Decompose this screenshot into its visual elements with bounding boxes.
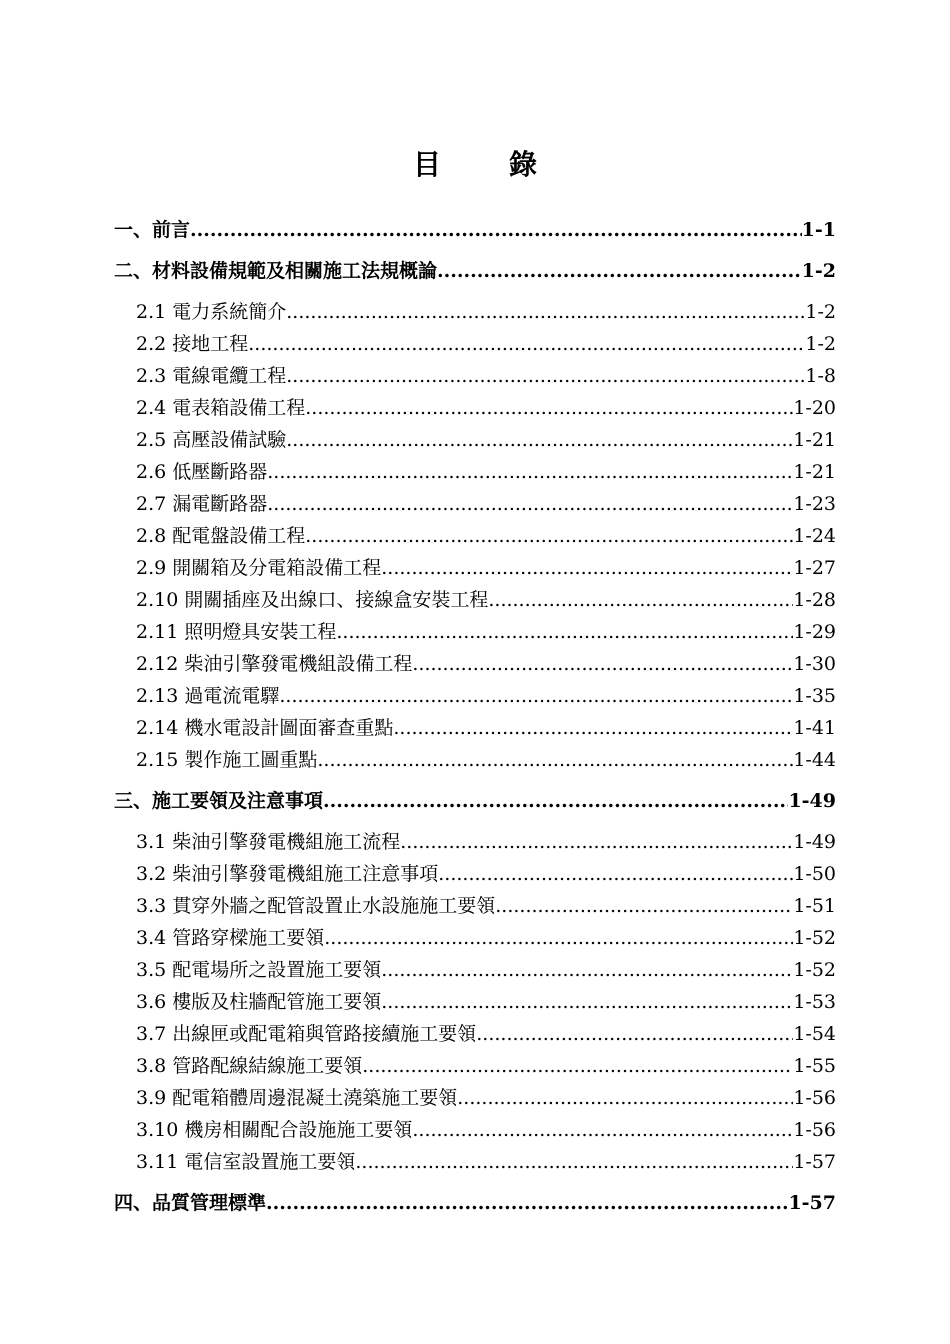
toc-entry-page-number: 1-44 bbox=[793, 749, 836, 771]
toc-dot-leader bbox=[495, 890, 793, 922]
toc-entry-label: 二、材料設備規範及相關施工法規概論 bbox=[114, 260, 438, 282]
toc-entry-label: 3.6 樓版及柱牆配管施工要領 bbox=[136, 991, 382, 1013]
toc-section-entry[interactable] bbox=[114, 712, 836, 744]
toc-section-entry[interactable] bbox=[114, 922, 836, 954]
toc-entry-page-number: 1-49 bbox=[788, 790, 836, 812]
toc-entry-label: 3.11 電信室設置施工要領 bbox=[136, 1151, 356, 1173]
toc-entry-label: 2.13 過電流電驛 bbox=[136, 685, 280, 707]
toc-section-entry[interactable] bbox=[114, 858, 836, 890]
toc-section-entry[interactable] bbox=[114, 1082, 836, 1114]
toc-entry-label: 3.9 配電箱體周邊混凝土澆築施工要領 bbox=[136, 1087, 458, 1109]
toc-entry-label: 2.5 高壓設備試驗 bbox=[136, 429, 287, 451]
toc-dot-leader bbox=[248, 328, 805, 360]
toc-entry-page-number: 1-51 bbox=[793, 895, 836, 917]
toc-dot-leader bbox=[305, 520, 793, 552]
toc-entry-page-number: 1-52 bbox=[793, 927, 836, 949]
toc-entry-label: 四、品質管理標準 bbox=[114, 1192, 267, 1214]
toc-entry-page-number: 1-2 bbox=[801, 260, 836, 282]
toc-dot-leader bbox=[267, 488, 793, 520]
toc-section-entry[interactable] bbox=[114, 616, 836, 648]
toc-entry-label: 2.6 低壓斷路器 bbox=[136, 461, 268, 483]
toc-entry-page-number: 1-23 bbox=[793, 493, 836, 515]
toc-entry-label: 一、前言 bbox=[114, 219, 191, 241]
toc-dot-leader bbox=[488, 584, 793, 616]
toc-entry-page-number: 1-27 bbox=[793, 557, 836, 579]
toc-dot-leader bbox=[317, 744, 793, 776]
toc-chapter-entry[interactable] bbox=[114, 214, 836, 246]
toc-dot-leader bbox=[336, 616, 793, 648]
toc-entry-page-number: 1-35 bbox=[793, 685, 836, 707]
toc-section-entry[interactable] bbox=[114, 954, 836, 986]
toc-dot-leader bbox=[381, 986, 793, 1018]
toc-entry-label: 3.7 出線匣或配電箱與管路接續施工要領 bbox=[136, 1023, 477, 1045]
toc-dot-leader bbox=[286, 424, 793, 456]
toc-dot-leader bbox=[362, 1050, 793, 1082]
toc-entry-label: 三、施工要領及注意事項 bbox=[114, 790, 324, 812]
toc-dot-leader bbox=[286, 296, 805, 328]
toc-dot-leader bbox=[279, 680, 793, 712]
toc-entry-label: 2.8 配電盤設備工程 bbox=[136, 525, 306, 547]
toc-dot-leader bbox=[305, 392, 793, 424]
toc-dot-leader bbox=[476, 1018, 793, 1050]
toc-section-entry[interactable] bbox=[114, 360, 836, 392]
toc-entry-page-number: 1-2 bbox=[805, 333, 836, 355]
toc-entry-label: 2.14 機水電設計圖面審查重點 bbox=[136, 717, 394, 739]
toc-entry-page-number: 1-50 bbox=[793, 863, 836, 885]
page-title-char-1: 目 bbox=[412, 148, 441, 181]
toc-entry-page-number: 1-57 bbox=[788, 1192, 836, 1214]
toc-section-entry[interactable] bbox=[114, 552, 836, 584]
toc-section-entry[interactable] bbox=[114, 456, 836, 488]
toc-chapter-entry[interactable] bbox=[114, 255, 836, 287]
toc-entry-label: 2.4 電表箱設備工程 bbox=[136, 397, 306, 419]
toc-entry-page-number: 1-21 bbox=[793, 429, 836, 451]
toc-section-entry[interactable] bbox=[114, 488, 836, 520]
toc-entry-page-number: 1-53 bbox=[793, 991, 836, 1013]
toc-entry-label: 3.3 貫穿外牆之配管設置止水設施施工要領 bbox=[136, 895, 496, 917]
toc-entry-label: 3.2 柴油引擎發電機組施工注意事項 bbox=[136, 863, 439, 885]
toc-entry-page-number: 1-20 bbox=[793, 397, 836, 419]
toc-section-entry[interactable] bbox=[114, 648, 836, 680]
toc-section-entry[interactable] bbox=[114, 890, 836, 922]
toc-entry-page-number: 1-30 bbox=[793, 653, 836, 675]
toc-section-entry[interactable] bbox=[114, 296, 836, 328]
toc-section-entry[interactable] bbox=[114, 328, 836, 360]
toc-dot-leader bbox=[381, 552, 793, 584]
toc-section-entry[interactable] bbox=[114, 1114, 836, 1146]
toc-dot-leader bbox=[412, 648, 793, 680]
toc-entry-label: 2.15 製作施工圖重點 bbox=[136, 749, 318, 771]
toc-entry-page-number: 1-1 bbox=[801, 219, 836, 241]
toc-entry-label: 2.12 柴油引擎發電機組設備工程 bbox=[136, 653, 413, 675]
toc-section-entry[interactable] bbox=[114, 744, 836, 776]
toc-section-entry[interactable] bbox=[114, 1018, 836, 1050]
toc-dot-leader bbox=[412, 1114, 793, 1146]
toc-entry-label: 3.10 機房相關配合設施施工要領 bbox=[136, 1119, 413, 1141]
toc-dot-leader bbox=[393, 712, 793, 744]
toc-section-entry[interactable] bbox=[114, 584, 836, 616]
toc-entry-label: 2.9 開關箱及分電箱設備工程 bbox=[136, 557, 382, 579]
toc-section-entry[interactable] bbox=[114, 1146, 836, 1178]
toc-dot-leader bbox=[457, 1082, 793, 1114]
toc-entry-page-number: 1-2 bbox=[805, 301, 836, 323]
page-title bbox=[0, 143, 950, 183]
toc-entry-label: 2.7 漏電斷路器 bbox=[136, 493, 268, 515]
toc-dot-leader bbox=[267, 456, 793, 488]
toc-dot-leader bbox=[438, 858, 793, 890]
toc-entry-page-number: 1-56 bbox=[793, 1119, 836, 1141]
table-of-contents bbox=[114, 214, 836, 1219]
page-title-char-2: 錄 bbox=[509, 148, 538, 181]
toc-dot-leader bbox=[355, 1146, 793, 1178]
toc-entry-page-number: 1-28 bbox=[793, 589, 836, 611]
toc-dot-leader bbox=[266, 1187, 788, 1219]
toc-entry-label: 2.3 電線電纜工程 bbox=[136, 365, 287, 387]
toc-section-entry[interactable] bbox=[114, 680, 836, 712]
toc-section-entry[interactable] bbox=[114, 424, 836, 456]
toc-entry-page-number: 1-52 bbox=[793, 959, 836, 981]
toc-entry-label: 2.2 接地工程 bbox=[136, 333, 249, 355]
toc-dot-leader bbox=[286, 360, 805, 392]
toc-section-entry[interactable] bbox=[114, 826, 836, 858]
toc-entry-label: 3.5 配電場所之設置施工要領 bbox=[136, 959, 382, 981]
toc-entry-label: 3.1 柴油引擎發電機組施工流程 bbox=[136, 831, 401, 853]
toc-entry-label: 3.8 管路配線結線施工要領 bbox=[136, 1055, 363, 1077]
toc-entry-page-number: 1-29 bbox=[793, 621, 836, 643]
toc-entry-label: 2.1 電力系統簡介 bbox=[136, 301, 287, 323]
toc-entry-page-number: 1-21 bbox=[793, 461, 836, 483]
toc-entry-page-number: 1-24 bbox=[793, 525, 836, 547]
toc-dot-leader bbox=[381, 954, 793, 986]
toc-section-entry[interactable] bbox=[114, 520, 836, 552]
toc-entry-label: 2.10 開關插座及出線口、接線盒安裝工程 bbox=[136, 589, 489, 611]
toc-chapter-entry[interactable] bbox=[114, 785, 836, 817]
toc-entry-label: 3.4 管路穿樑施工要領 bbox=[136, 927, 325, 949]
toc-entry-page-number: 1-41 bbox=[793, 717, 836, 739]
toc-dot-leader bbox=[190, 214, 802, 246]
toc-entry-page-number: 1-8 bbox=[805, 365, 836, 387]
toc-entry-page-number: 1-56 bbox=[793, 1087, 836, 1109]
toc-entry-page-number: 1-57 bbox=[793, 1151, 836, 1173]
toc-dot-leader bbox=[400, 826, 793, 858]
toc-dot-leader bbox=[323, 785, 788, 817]
toc-entry-page-number: 1-55 bbox=[793, 1055, 836, 1077]
toc-chapter-entry[interactable] bbox=[114, 1187, 836, 1219]
toc-entry-page-number: 1-49 bbox=[793, 831, 836, 853]
toc-dot-leader bbox=[437, 255, 802, 287]
toc-entry-label: 2.11 照明燈具安裝工程 bbox=[136, 621, 337, 643]
toc-section-entry[interactable] bbox=[114, 986, 836, 1018]
toc-dot-leader bbox=[324, 922, 793, 954]
toc-entry-page-number: 1-54 bbox=[793, 1023, 836, 1045]
toc-section-entry[interactable] bbox=[114, 1050, 836, 1082]
toc-section-entry[interactable] bbox=[114, 392, 836, 424]
